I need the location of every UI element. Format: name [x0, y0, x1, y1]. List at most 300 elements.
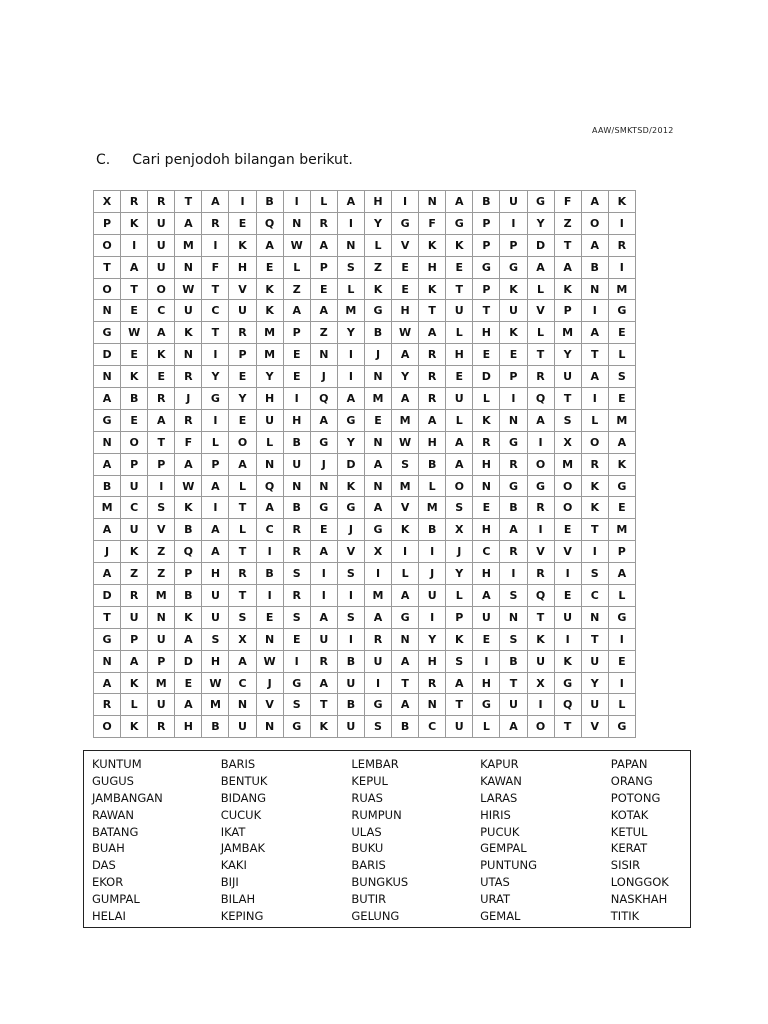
grid-cell: A: [94, 388, 121, 410]
grid-cell: M: [364, 585, 391, 607]
grid-cell: B: [175, 585, 202, 607]
grid-cell: P: [148, 453, 175, 475]
grid-cell: N: [581, 278, 608, 300]
grid-cell: A: [283, 300, 310, 322]
grid-cell: K: [337, 475, 364, 497]
grid-cell: A: [581, 191, 608, 213]
word-column-5: [611, 756, 690, 927]
word-list-item: HIRIS: [480, 807, 511, 822]
grid-row: [94, 388, 636, 410]
grid-cell: H: [419, 256, 446, 278]
grid-cell: U: [175, 300, 202, 322]
grid-cell: N: [392, 628, 419, 650]
grid-cell: C: [256, 519, 283, 541]
grid-cell: M: [364, 388, 391, 410]
grid-cell: A: [310, 672, 337, 694]
grid-cell: Q: [256, 212, 283, 234]
grid-cell: E: [608, 322, 635, 344]
grid-cell: A: [392, 585, 419, 607]
grid-cell: G: [500, 431, 527, 453]
grid-cell: I: [337, 344, 364, 366]
grid-cell: R: [419, 366, 446, 388]
grid-cell: I: [121, 234, 148, 256]
grid-cell: B: [419, 453, 446, 475]
grid-cell: I: [608, 672, 635, 694]
grid-cell: K: [527, 628, 554, 650]
word-list-item: KEPING: [220, 909, 264, 924]
grid-cell: I: [256, 585, 283, 607]
grid-cell: H: [364, 191, 391, 213]
grid-cell: Y: [527, 212, 554, 234]
word-list-item: EKOR: [92, 875, 124, 890]
grid-cell: A: [554, 256, 581, 278]
grid-cell: I: [337, 585, 364, 607]
grid-cell: A: [94, 519, 121, 541]
grid-cell: P: [446, 606, 473, 628]
grid-cell: R: [310, 212, 337, 234]
grid-cell: S: [500, 628, 527, 650]
grid-cell: P: [473, 212, 500, 234]
grid-cell: I: [310, 585, 337, 607]
grid-cell: K: [121, 716, 148, 738]
grid-cell: J: [310, 453, 337, 475]
grid-cell: B: [256, 191, 283, 213]
grid-cell: A: [94, 453, 121, 475]
grid-cell: K: [500, 278, 527, 300]
grid-cell: L: [229, 519, 256, 541]
grid-row: [94, 409, 636, 431]
grid-cell: U: [364, 650, 391, 672]
grid-cell: A: [121, 650, 148, 672]
grid-cell: P: [473, 234, 500, 256]
grid-cell: V: [392, 234, 419, 256]
grid-cell: P: [202, 453, 229, 475]
grid-cell: J: [337, 519, 364, 541]
grid-row: [94, 453, 636, 475]
grid-cell: L: [581, 409, 608, 431]
grid-cell: Y: [554, 344, 581, 366]
grid-cell: U: [581, 694, 608, 716]
grid-cell: L: [473, 388, 500, 410]
grid-cell: A: [527, 256, 554, 278]
grid-cell: U: [473, 606, 500, 628]
grid-cell: E: [175, 672, 202, 694]
word-list-item: KAKI: [220, 858, 247, 873]
grid-cell: M: [608, 519, 635, 541]
grid-cell: F: [175, 431, 202, 453]
grid-row: [94, 716, 636, 738]
word-list-item: JAMBANGAN: [92, 790, 163, 805]
grid-cell: R: [148, 388, 175, 410]
word-column-2: [221, 756, 352, 927]
grid-cell: R: [121, 585, 148, 607]
grid-cell: V: [392, 497, 419, 519]
grid-cell: W: [392, 322, 419, 344]
grid-cell: A: [148, 322, 175, 344]
grid-row: [94, 366, 636, 388]
grid-cell: A: [500, 519, 527, 541]
grid-cell: U: [500, 300, 527, 322]
grid-cell: A: [392, 694, 419, 716]
grid-cell: H: [202, 563, 229, 585]
grid-cell: U: [202, 606, 229, 628]
grid-cell: Y: [364, 212, 391, 234]
grid-cell: G: [283, 716, 310, 738]
grid-cell: T: [392, 672, 419, 694]
grid-cell: U: [419, 585, 446, 607]
grid-cell: R: [419, 344, 446, 366]
grid-cell: X: [94, 191, 121, 213]
grid-cell: A: [337, 388, 364, 410]
word-list-item: JAMBAK: [220, 841, 265, 856]
word-list-item: PUCUK: [480, 824, 520, 839]
grid-cell: E: [554, 585, 581, 607]
grid-cell: R: [283, 541, 310, 563]
grid-cell: K: [554, 650, 581, 672]
grid-cell: S: [283, 563, 310, 585]
grid-cell: N: [148, 606, 175, 628]
grid-cell: K: [581, 497, 608, 519]
grid-cell: K: [608, 191, 635, 213]
word-list-item: KERAT: [610, 841, 648, 856]
grid-cell: G: [608, 606, 635, 628]
grid-cell: U: [148, 212, 175, 234]
grid-cell: N: [283, 475, 310, 497]
word-list-item: KOTAK: [610, 807, 649, 822]
grid-cell: U: [202, 585, 229, 607]
grid-cell: B: [121, 388, 148, 410]
grid-cell: D: [337, 453, 364, 475]
grid-cell: I: [283, 191, 310, 213]
grid-cell: K: [121, 541, 148, 563]
grid-cell: A: [310, 541, 337, 563]
grid-cell: A: [175, 212, 202, 234]
grid-cell: I: [527, 431, 554, 453]
grid-cell: P: [310, 256, 337, 278]
grid-cell: S: [554, 409, 581, 431]
grid-cell: A: [202, 191, 229, 213]
grid-cell: I: [337, 366, 364, 388]
grid-cell: N: [94, 366, 121, 388]
grid-cell: B: [202, 716, 229, 738]
grid-row: [94, 322, 636, 344]
grid-cell: I: [500, 212, 527, 234]
grid-cell: Y: [229, 388, 256, 410]
reference-code: AAW/SMKTSD/2012: [592, 126, 674, 135]
grid-cell: E: [392, 278, 419, 300]
grid-cell: V: [581, 716, 608, 738]
grid-row: [94, 300, 636, 322]
grid-cell: G: [527, 191, 554, 213]
grid-cell: A: [527, 409, 554, 431]
grid-cell: E: [148, 366, 175, 388]
grid-cell: A: [446, 191, 473, 213]
grid-cell: R: [527, 366, 554, 388]
word-list-item: KAPUR: [480, 757, 519, 771]
grid-cell: S: [500, 585, 527, 607]
grid-cell: I: [527, 519, 554, 541]
word-list-item: BILAH: [220, 892, 256, 907]
grid-cell: R: [283, 585, 310, 607]
grid-cell: K: [500, 322, 527, 344]
grid-cell: K: [473, 409, 500, 431]
grid-cell: B: [283, 497, 310, 519]
grid-cell: E: [364, 409, 391, 431]
grid-cell: P: [500, 366, 527, 388]
grid-cell: R: [608, 234, 635, 256]
grid-cell: A: [94, 672, 121, 694]
grid-cell: U: [229, 716, 256, 738]
word-list-item: POTONG: [610, 790, 661, 805]
grid-cell: O: [527, 716, 554, 738]
grid-cell: R: [121, 191, 148, 213]
grid-cell: N: [256, 628, 283, 650]
grid-cell: I: [581, 541, 608, 563]
grid-cell: Y: [337, 322, 364, 344]
grid-cell: L: [202, 431, 229, 453]
grid-cell: A: [256, 497, 283, 519]
grid-cell: T: [446, 278, 473, 300]
grid-cell: K: [175, 322, 202, 344]
grid-cell: T: [94, 606, 121, 628]
grid-cell: G: [392, 606, 419, 628]
grid-cell: H: [392, 300, 419, 322]
grid-cell: V: [229, 278, 256, 300]
grid-cell: I: [148, 475, 175, 497]
grid-cell: U: [229, 300, 256, 322]
grid-cell: K: [446, 628, 473, 650]
grid-cell: S: [446, 497, 473, 519]
grid-cell: L: [364, 234, 391, 256]
grid-cell: A: [446, 672, 473, 694]
grid-cell: C: [121, 497, 148, 519]
word-list-item: BARIS: [351, 858, 386, 873]
word-list-box: [83, 750, 691, 928]
grid-cell: E: [256, 606, 283, 628]
grid-cell: R: [310, 650, 337, 672]
grid-row: [94, 650, 636, 672]
grid-cell: R: [94, 694, 121, 716]
grid-cell: N: [364, 431, 391, 453]
grid-cell: P: [473, 278, 500, 300]
grid-cell: X: [554, 431, 581, 453]
word-list-item: TITIK: [610, 909, 640, 924]
grid-cell: E: [256, 256, 283, 278]
grid-cell: I: [608, 212, 635, 234]
grid-cell: G: [310, 497, 337, 519]
grid-cell: V: [256, 694, 283, 716]
grid-cell: Y: [419, 628, 446, 650]
grid-cell: I: [337, 212, 364, 234]
word-search-grid: [93, 190, 636, 738]
grid-cell: R: [283, 519, 310, 541]
grid-cell: A: [392, 650, 419, 672]
grid-cell: M: [392, 475, 419, 497]
grid-cell: Y: [392, 366, 419, 388]
word-list-item: LONGGOK: [610, 875, 669, 890]
grid-cell: Y: [202, 366, 229, 388]
grid-cell: U: [446, 388, 473, 410]
grid-row: [94, 278, 636, 300]
grid-cell: H: [419, 431, 446, 453]
word-list-item: RAWAN: [92, 807, 134, 822]
grid-cell: R: [175, 366, 202, 388]
grid-cell: U: [500, 191, 527, 213]
grid-cell: L: [608, 344, 635, 366]
grid-cell: L: [283, 256, 310, 278]
grid-cell: H: [473, 672, 500, 694]
grid-cell: I: [581, 388, 608, 410]
grid-cell: A: [337, 191, 364, 213]
grid-cell: C: [473, 541, 500, 563]
section-heading: [96, 152, 353, 168]
grid-cell: A: [256, 234, 283, 256]
grid-cell: T: [473, 300, 500, 322]
grid-cell: A: [364, 453, 391, 475]
word-list-item: KETUL: [610, 824, 648, 839]
grid-cell: M: [554, 322, 581, 344]
grid-cell: E: [608, 497, 635, 519]
grid-cell: E: [608, 650, 635, 672]
grid-cell: P: [121, 453, 148, 475]
grid-cell: D: [527, 234, 554, 256]
grid-cell: M: [148, 672, 175, 694]
grid-cell: B: [337, 650, 364, 672]
grid-cell: G: [94, 409, 121, 431]
grid-cell: T: [527, 344, 554, 366]
grid-row: [94, 563, 636, 585]
grid-cell: K: [554, 278, 581, 300]
grid-cell: J: [175, 388, 202, 410]
grid-cell: A: [229, 650, 256, 672]
grid-cell: H: [473, 322, 500, 344]
grid-cell: E: [121, 409, 148, 431]
grid-cell: U: [554, 366, 581, 388]
grid-cell: I: [202, 344, 229, 366]
grid-cell: E: [446, 256, 473, 278]
grid-cell: L: [446, 585, 473, 607]
grid-cell: I: [608, 628, 635, 650]
grid-cell: L: [608, 585, 635, 607]
grid-cell: T: [310, 694, 337, 716]
grid-cell: N: [419, 694, 446, 716]
grid-cell: N: [283, 212, 310, 234]
grid-cell: U: [121, 475, 148, 497]
grid-cell: D: [473, 366, 500, 388]
grid-cell: N: [94, 650, 121, 672]
grid-cell: I: [554, 563, 581, 585]
grid-cell: N: [94, 431, 121, 453]
grid-cell: D: [175, 650, 202, 672]
grid-cell: E: [283, 344, 310, 366]
grid-cell: O: [554, 497, 581, 519]
grid-cell: E: [608, 388, 635, 410]
word-list-item: BUAH: [92, 841, 125, 856]
grid-cell: W: [392, 431, 419, 453]
grid-cell: A: [202, 541, 229, 563]
grid-cell: I: [202, 497, 229, 519]
grid-cell: K: [419, 278, 446, 300]
grid-cell: M: [202, 694, 229, 716]
grid-cell: M: [392, 409, 419, 431]
grid-cell: S: [337, 256, 364, 278]
grid-cell: R: [148, 716, 175, 738]
grid-row: [94, 628, 636, 650]
grid-cell: A: [148, 409, 175, 431]
grid-cell: H: [229, 256, 256, 278]
grid-cell: R: [175, 409, 202, 431]
grid-cell: K: [446, 234, 473, 256]
word-list-item: GUMPAL: [92, 892, 140, 907]
grid-cell: G: [473, 256, 500, 278]
grid-cell: T: [94, 256, 121, 278]
grid-cell: L: [446, 409, 473, 431]
grid-cell: C: [229, 672, 256, 694]
grid-cell: F: [202, 256, 229, 278]
grid-cell: C: [581, 585, 608, 607]
word-list-item: NASKHAH: [610, 892, 668, 907]
grid-cell: S: [364, 716, 391, 738]
grid-cell: W: [256, 650, 283, 672]
grid-cell: K: [121, 366, 148, 388]
grid-cell: B: [392, 716, 419, 738]
grid-cell: A: [175, 694, 202, 716]
grid-cell: P: [121, 628, 148, 650]
grid-cell: L: [337, 278, 364, 300]
word-list-item: KEPUL: [351, 773, 388, 788]
grid-cell: J: [256, 672, 283, 694]
grid-cell: M: [608, 278, 635, 300]
grid-cell: K: [256, 278, 283, 300]
grid-cell: S: [581, 563, 608, 585]
grid-cell: A: [310, 300, 337, 322]
grid-cell: X: [527, 672, 554, 694]
grid-cell: M: [94, 497, 121, 519]
grid-cell: N: [419, 191, 446, 213]
grid-cell: S: [148, 497, 175, 519]
grid-cell: Q: [256, 475, 283, 497]
grid-cell: W: [283, 234, 310, 256]
grid-cell: N: [500, 606, 527, 628]
word-list-item: IKAT: [220, 824, 246, 839]
grid-cell: G: [608, 475, 635, 497]
grid-cell: N: [581, 606, 608, 628]
grid-cell: I: [392, 191, 419, 213]
grid-cell: L: [473, 716, 500, 738]
grid-cell: X: [229, 628, 256, 650]
grid-cell: A: [202, 519, 229, 541]
grid-cell: U: [337, 716, 364, 738]
grid-cell: B: [500, 650, 527, 672]
grid-cell: I: [364, 672, 391, 694]
grid-cell: B: [175, 519, 202, 541]
word-list-item: PUNTUNG: [480, 858, 538, 873]
grid-row: [94, 606, 636, 628]
grid-cell: N: [256, 453, 283, 475]
word-list-item: CUCUK: [220, 807, 262, 822]
grid-cell: J: [419, 563, 446, 585]
grid-cell: S: [337, 563, 364, 585]
grid-cell: P: [554, 300, 581, 322]
grid-cell: I: [473, 650, 500, 672]
grid-cell: G: [500, 256, 527, 278]
grid-cell: H: [283, 409, 310, 431]
grid-cell: S: [229, 606, 256, 628]
word-list-item: BUTIR: [351, 892, 387, 907]
grid-row: [94, 497, 636, 519]
grid-cell: T: [581, 519, 608, 541]
word-list-item: LARAS: [480, 790, 518, 805]
